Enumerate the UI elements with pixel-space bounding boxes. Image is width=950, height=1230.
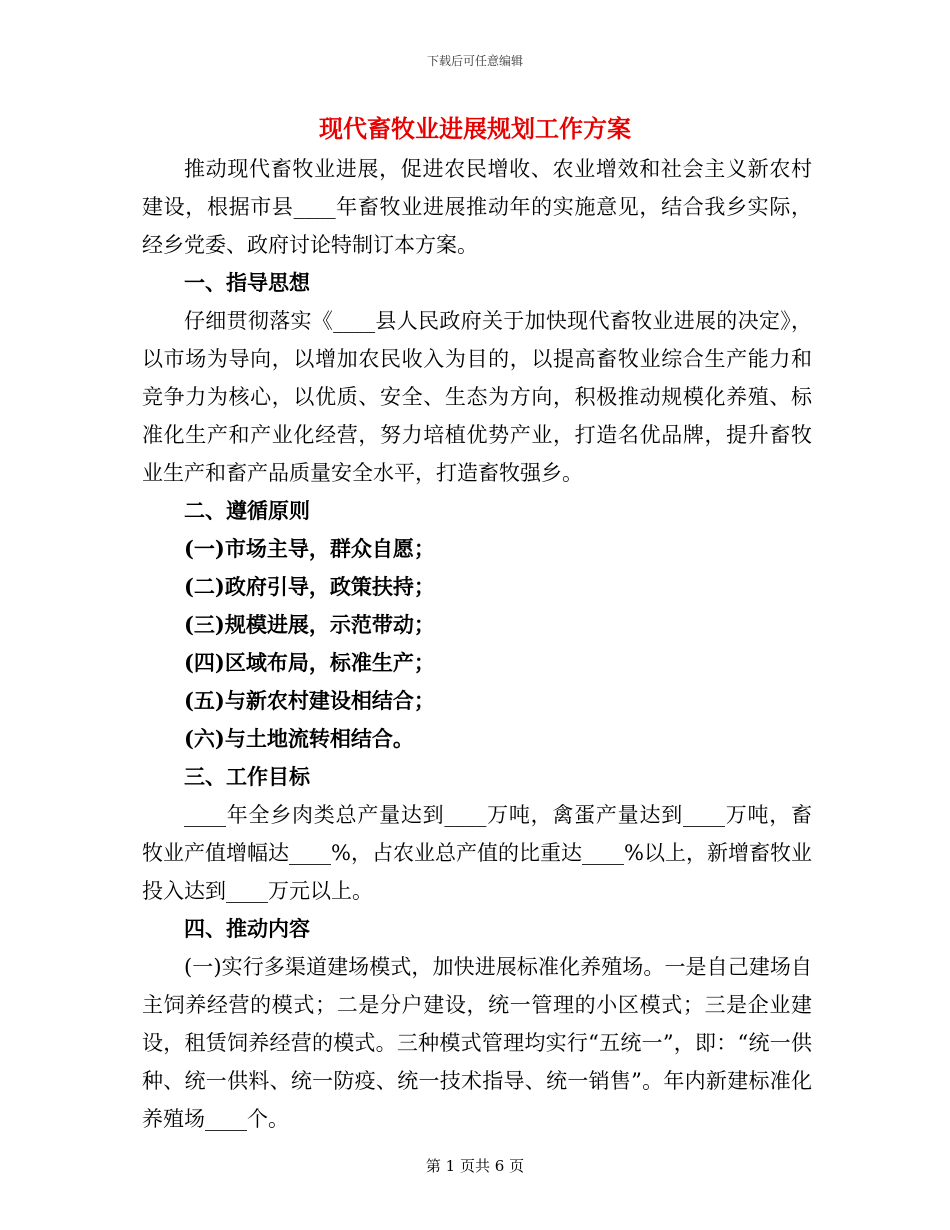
principle-item: (二)政府引导，政策扶持； — [184, 574, 435, 599]
page-header-note: 下载后可任意编辑 — [426, 54, 523, 68]
principle-item: (五)与新农村建设相结合； — [184, 688, 435, 713]
page-number: 第 1 页共 6 页 — [425, 1157, 525, 1175]
principle-item: (六)与土地流转相结合。 — [184, 726, 414, 751]
section-heading-goals: 三、工作目标 — [184, 764, 310, 789]
section-heading-guiding-ideology: 一、指导思想 — [184, 270, 310, 295]
content-paragraph: (一)实行多渠道建场模式，加快进展标准化养殖场。一是自己建场自主饲养经营的模式；二是分户建设，统一管理的小区模式；三是企业建设，租赁饲养经营的模式。三种模式管理均实行“五统一”，即：“统一供种、统一供料、统一防疫、统一技术指导、统一销售”。年内新建标准化养殖场____个。 — [142, 955, 812, 1131]
principle-item: (三)规模进展，示范带动； — [184, 612, 435, 637]
principle-item: (一)市场主导，群众自愿； — [184, 536, 435, 561]
document-title: 现代畜牧业进展规划工作方案 — [319, 114, 631, 143]
intro-paragraph: 推动现代畜牧业进展，促进农民增收、农业增效和社会主义新农村建设，根据市县____年畜牧业进展推动年的实施意见，结合我乡实际，经乡党委、政府讨论特制订本方案。 — [142, 157, 812, 257]
principle-item: (四)区域布局，标准生产； — [184, 650, 435, 675]
section-heading-content: 四、推动内容 — [184, 916, 310, 941]
guiding-ideology-paragraph: 仔细贯彻落实《____县人民政府关于加快现代畜牧业进展的决定》，以市场为导向，以增加农民收入为目的，以提高畜牧业综合生产能力和竞争力为核心，以优质、安全、生态为方向，积极推动规模化养殖、标准化生产和产业化经营，努力培植优势产业，打造名优品牌，提升畜牧业生产和畜产品质量安全水平，打造畜牧强乡。 — [142, 309, 812, 485]
goals-paragraph: ____年全乡肉类总产量达到____万吨，禽蛋产量达到____万吨，畜牧业产值增幅达____%，占农业总产值的比重达____%以上，新增畜牧业投入达到____万元以上。 — [142, 803, 812, 903]
document-body — [142, 150, 812, 1138]
section-heading-principles: 二、遵循原则 — [184, 498, 310, 523]
